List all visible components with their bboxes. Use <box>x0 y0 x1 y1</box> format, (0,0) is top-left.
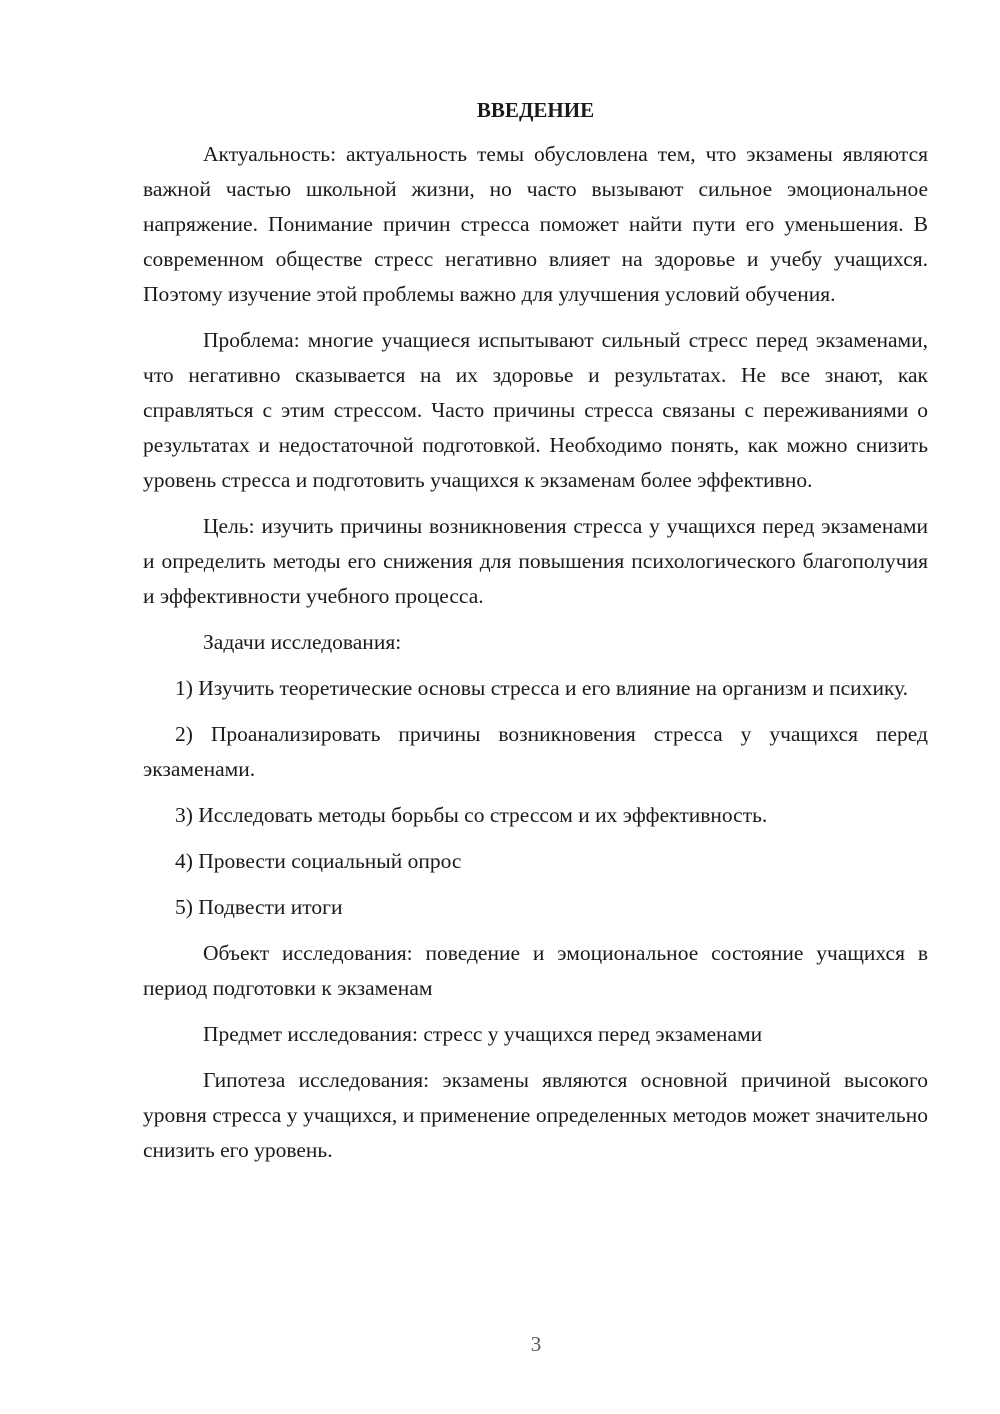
page-number: 3 <box>530 1332 542 1356</box>
relevance-paragraph: Актуальность: актуальность темы обусловлена тем, что экзамены являются важной частью школьной жизни, но часто вызывают сильное эмоциональное напряжение. Понимание причин стресса поможет найти пути его уменьшения. В современном обществе стресс негативно влияет на здоровье и учебу учащихся. Поэтому изучение этой проблемы важно для улучшения условий обучения. <box>143 142 928 306</box>
task-item-1: 1) Изучить теоретические основы стресса и его влияние на организм и психику. <box>175 676 909 700</box>
page-content <box>143 95 928 1179</box>
problem-paragraph: Проблема: многие учащиеся испытывают сильный стресс перед экзаменами, что негативно сказывается на их здоровье и результатах. Не все знают, как справляться с этим стрессом. Часто причины стресса связаны с переживаниями о результатах и недостаточной подготовкой. Необходимо понять, как можно снизить уровень стресса и подготовить учащихся к экзаменам более эффективно. <box>143 328 928 492</box>
tasks-heading: Задачи исследования: <box>203 630 402 654</box>
hypothesis-paragraph: Гипотеза исследования: экзамены являются основной причиной высокого уровня стресса у учащихся, и применение определенных методов может значительно снизить его уровень. <box>143 1068 928 1162</box>
section-heading: ВВЕДЕНИЕ <box>476 98 595 122</box>
task-item-5: 5) Подвести итоги <box>175 895 343 919</box>
task-item-4: 4) Провести социальный опрос <box>175 849 462 873</box>
task-item-3: 3) Исследовать методы борьбы со стрессом и их эффективность. <box>175 803 768 827</box>
task-item-2: 2) Проанализировать причины возникновения стресса у учащихся перед экзаменами. <box>143 722 928 781</box>
goal-paragraph: Цель: изучить причины возникновения стресса у учащихся перед экзаменами и определить методы его снижения для повышения психологического благополучия и эффективности учебного процесса. <box>143 514 928 608</box>
object-paragraph: Объект исследования: поведение и эмоциональное состояние учащихся в период подготовки к экзаменам <box>143 941 928 1000</box>
subject-paragraph: Предмет исследования: стресс у учащихся перед экзаменами <box>203 1022 763 1046</box>
